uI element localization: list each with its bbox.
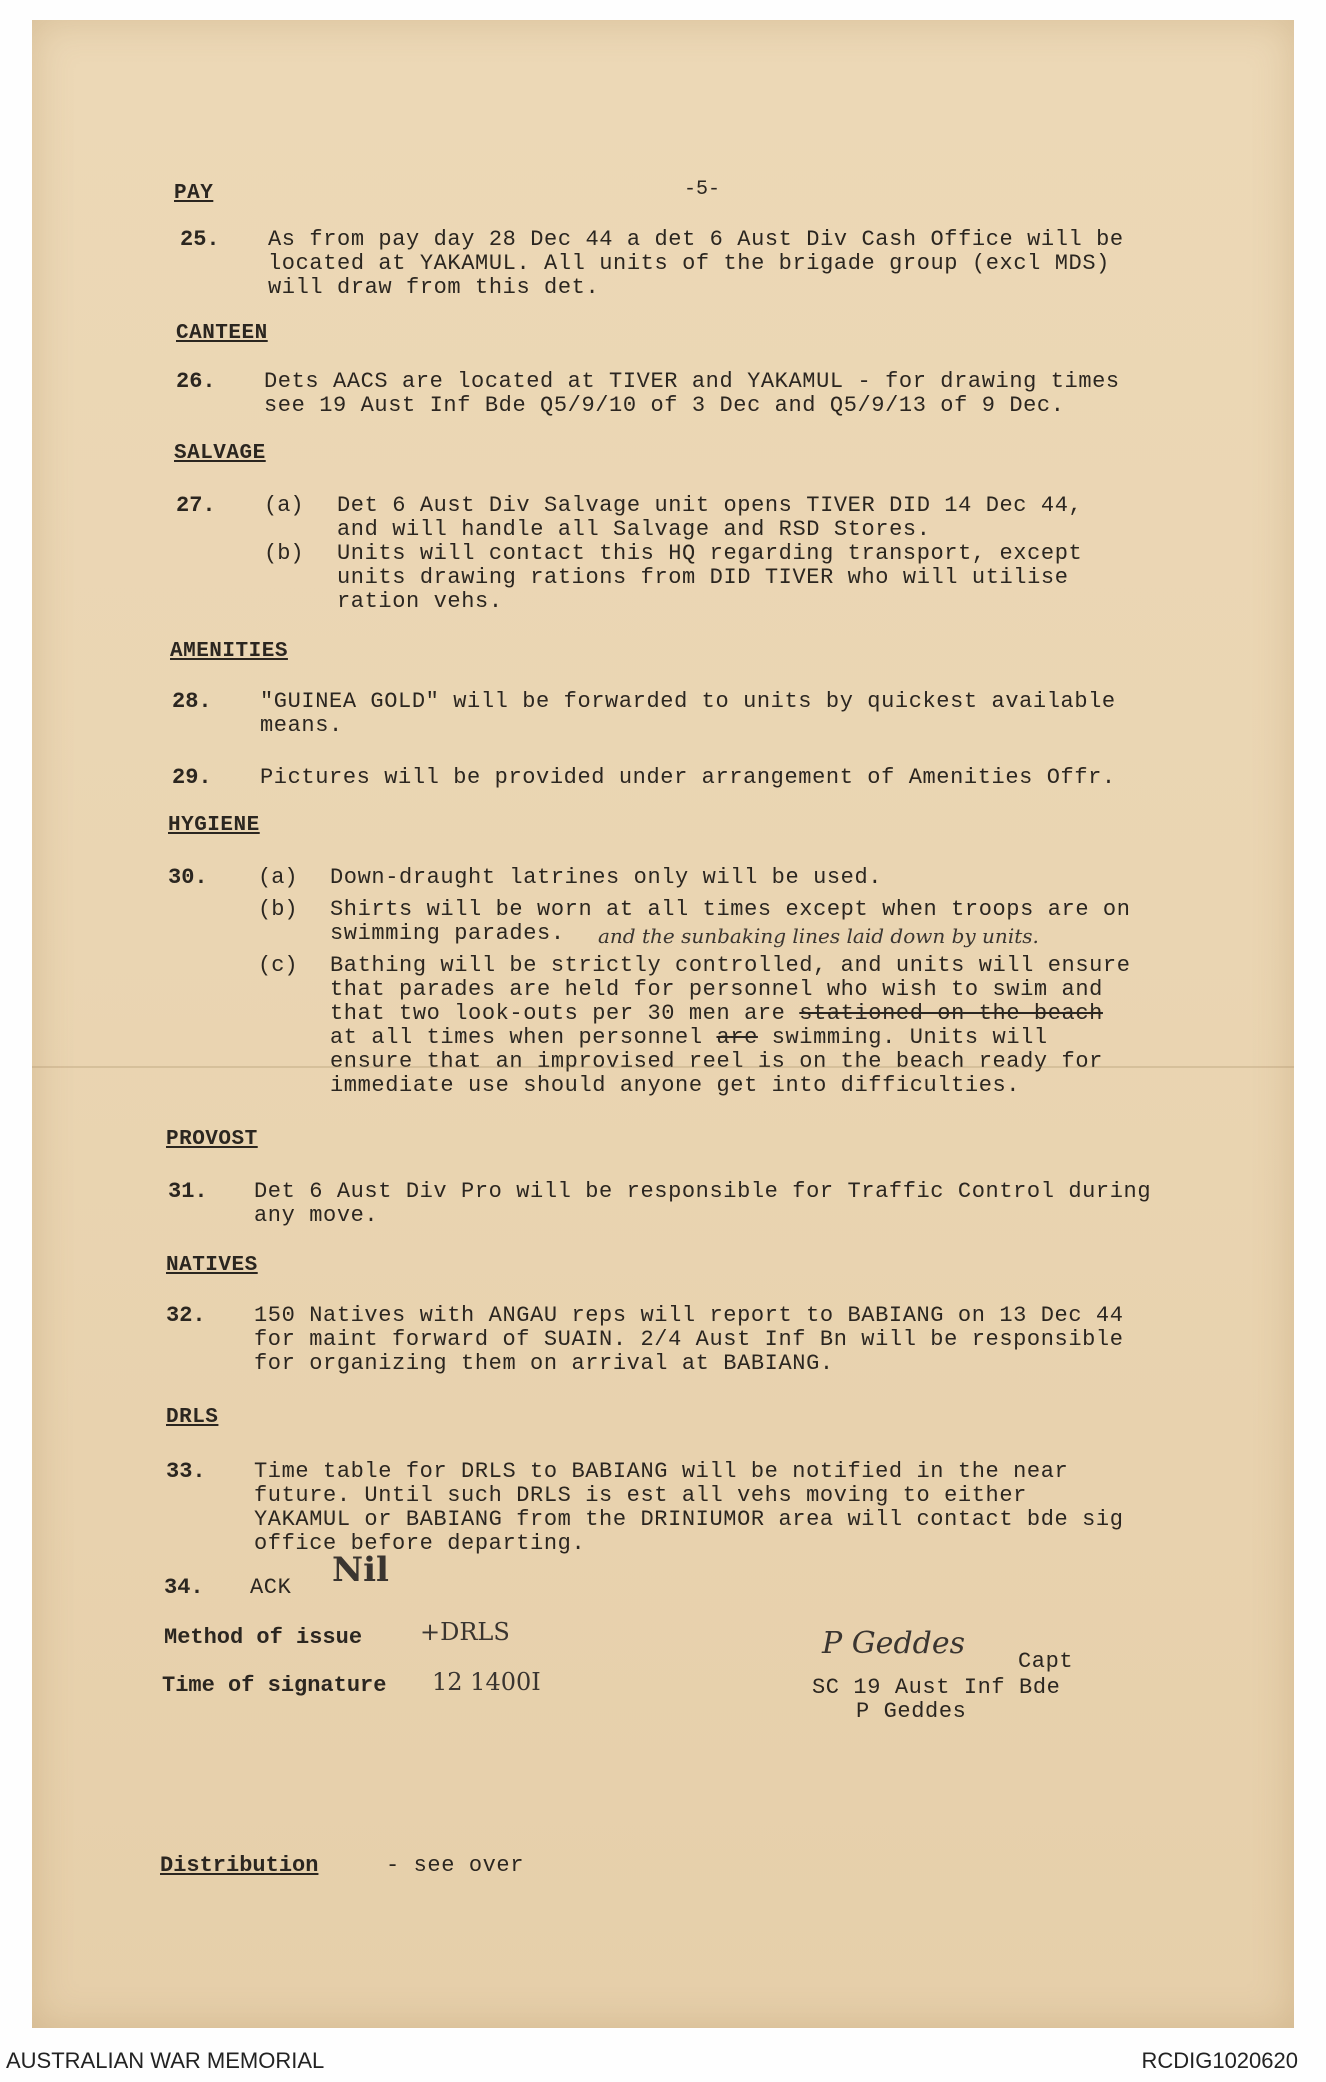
heading-pay: PAY: [174, 182, 214, 205]
heading-canteen: CANTEEN: [176, 322, 268, 345]
heading-hygiene: HYGIENE: [168, 814, 260, 837]
para-number-26: 26.: [176, 369, 216, 394]
method-of-issue-label: Method of issue: [164, 1625, 363, 1650]
para-34-text: ACK: [250, 1575, 292, 1600]
para-number-31: 31.: [168, 1179, 208, 1204]
document-paper: [32, 20, 1294, 2028]
para-33-text: Time table for DRLS to BABIANG will be notified in the near future. Until such DRLS is est all vehs moving to either YAKAMUL or BABIANG from the DRINIUMOR area will contact bde sig office before departing.: [254, 1459, 1124, 1556]
heading-natives: NATIVES: [166, 1254, 258, 1277]
para-number-28: 28.: [172, 689, 212, 714]
para-30b-text-2: swimming parades.: [330, 921, 565, 946]
distribution-label: Distribution: [160, 1853, 319, 1878]
para-32-text: 150 Natives with ANGAU reps will report to BABIANG on 13 Dec 44 for maint forward of SUAIN. 2/4 Aust Inf Bn will be responsible for organizing them on arrival at BABIANG.: [254, 1303, 1124, 1376]
signer-rank: Capt: [1018, 1649, 1074, 1674]
time-of-signature-value: 12 1400I: [432, 1668, 541, 1696]
para-number-33: 33.: [166, 1459, 206, 1484]
para-30b-text-1: Shirts will be worn at all times except when troops are on: [330, 897, 1131, 922]
para-30b-label: (b): [258, 897, 298, 922]
para-number-29: 29.: [172, 765, 212, 790]
para-30c-text-3a: at all times when personnel: [330, 1025, 717, 1050]
signer-unit: SC 19 Aust Inf Bde: [812, 1675, 1061, 1700]
para-30c-text-3: [330, 1026, 1048, 1050]
para-28-text: "GUINEA GOLD" will be forwarded to units by quickest available means.: [260, 689, 1116, 738]
para-27a-text: Det 6 Aust Div Salvage unit opens TIVER DID 14 Dec 44, and will handle all Salvage and RSD Stores.: [337, 493, 1083, 542]
heading-salvage: SALVAGE: [174, 442, 266, 465]
footer-record-id: RCDIG1020620: [1141, 2048, 1298, 2073]
para-30a-label: (a): [258, 865, 298, 890]
para-number-27: 27.: [176, 493, 216, 518]
para-30c-text-2a: that two look-outs per 30 men are: [330, 1001, 800, 1026]
para-number-30: 30.: [168, 865, 208, 890]
heading-drls: DRLS: [166, 1406, 219, 1429]
distribution-text: - see over: [386, 1853, 525, 1878]
para-30c-text-4: ensure that an improvised reel is on the beach ready for immediate use should anyone get into difficulties.: [330, 1049, 1103, 1098]
handwritten-addition-30b: and the sunbaking lines laid down by units.: [598, 924, 1039, 948]
para-30c-struck-text-1: stationed on the beach: [799, 1001, 1103, 1026]
heading-amenities: AMENITIES: [170, 640, 288, 663]
para-27a-label: (a): [264, 493, 304, 518]
para-31-text: Det 6 Aust Div Pro will be responsible for Traffic Control during any move.: [254, 1179, 1152, 1228]
para-30c-text-1: Bathing will be strictly controlled, and units will ensure that parades are held for personnel who wish to swim and: [330, 953, 1131, 1002]
para-number-34: 34.: [164, 1575, 204, 1600]
para-30c-text-3c: swimming. Units will: [757, 1025, 1048, 1050]
time-of-signature-label: Time of signature: [162, 1673, 387, 1698]
handwritten-ack-mark: Nil: [332, 1550, 389, 1590]
footer-archive-name: AUSTRALIAN WAR MEMORIAL: [6, 2048, 325, 2073]
method-of-issue-value: +DRLS: [420, 1618, 510, 1646]
para-25-text: As from pay day 28 Dec 44 a det 6 Aust Div Cash Office will be located at YAKAMUL. All units of the brigade group (excl MDS) will draw from this det.: [268, 227, 1124, 300]
para-number-25: 25.: [180, 227, 220, 252]
para-29-text: Pictures will be provided under arrangement of Amenities Offr.: [260, 765, 1116, 790]
para-30a-text: Down-draught latrines only will be used.: [330, 865, 883, 890]
para-30c-struck-text-2: are: [716, 1025, 758, 1050]
para-30c-text-2: [330, 1002, 1103, 1026]
para-27b-label: (b): [264, 541, 304, 566]
handwritten-signature: P Geddes: [822, 1626, 965, 1661]
signer-name: P Geddes: [856, 1699, 967, 1724]
page-number: -5-: [684, 178, 721, 201]
para-26-text: Dets AACS are located at TIVER and YAKAMUL - for drawing times see 19 Aust Inf Bde Q5/9/10 of 3 Dec and Q5/9/13 of 9 Dec.: [264, 369, 1120, 418]
para-30c-label: (c): [258, 953, 298, 978]
heading-provost: PROVOST: [166, 1128, 258, 1151]
para-27b-text: Units will contact this HQ regarding transport, except units drawing rations from DID TIVER who will utilise ration vehs.: [337, 541, 1083, 614]
document-body: [32, 20, 1294, 2028]
para-number-32: 32.: [166, 1303, 206, 1328]
